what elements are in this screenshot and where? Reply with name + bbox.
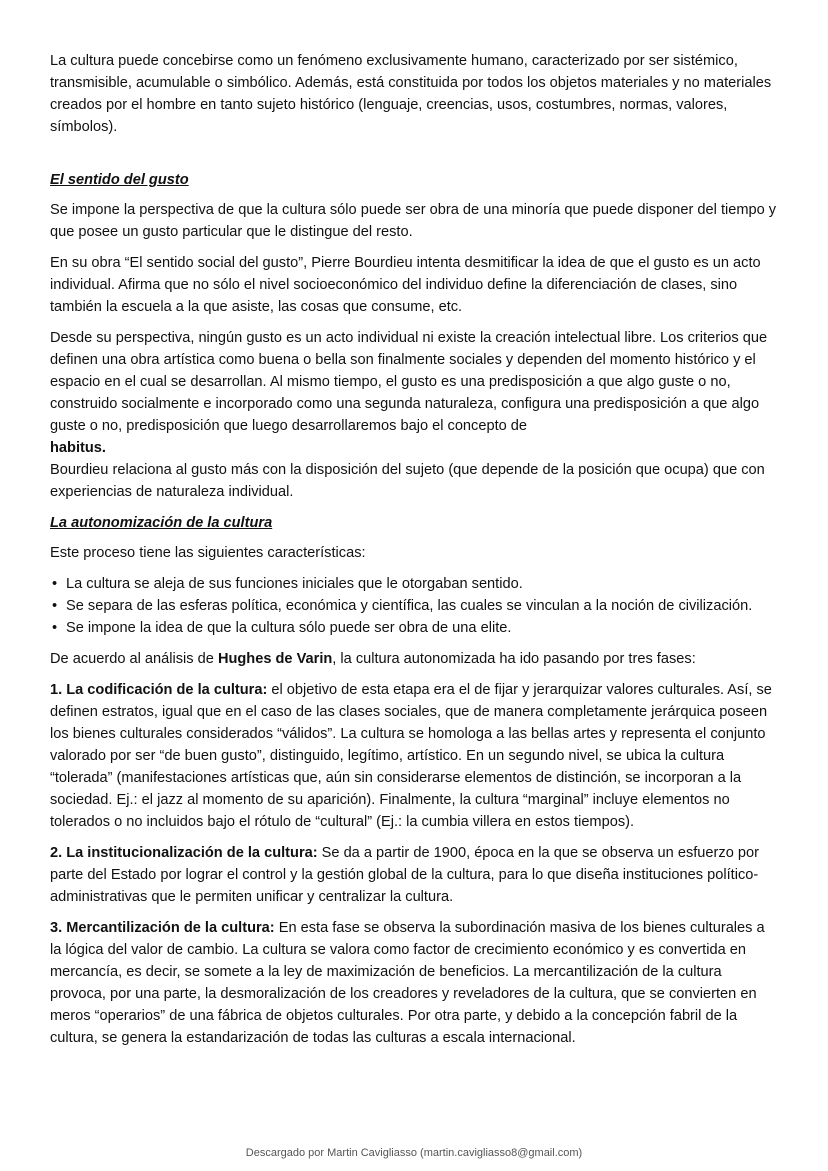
habitus-term: habitus. <box>50 440 106 456</box>
analysis-post: , la cultura autonomizada ha ido pasando por tres fases: <box>332 651 696 667</box>
phase-2-paragraph <box>50 842 780 908</box>
gusto-paragraph-3 <box>50 327 780 459</box>
author-name: Hughes de Varin <box>217 651 333 667</box>
phase-2-title: 2. La institucionalización de la cultura: <box>50 845 318 861</box>
list-item: • La cultura se aleja de sus funciones iniciales que le otorgaban sentido. <box>50 573 780 595</box>
spacer <box>50 147 780 169</box>
phase-1-title: 1. La codificación de la cultura: <box>50 682 268 698</box>
download-footer: Descargado por Martin Cavigliasso (martin.cavigliasso8@gmail.com) <box>245 1147 583 1159</box>
list-item: • Se separa de las esferas política, económica y científica, las cuales se vinculan a la noción de civilización. <box>50 595 780 617</box>
gusto-paragraph-4: Bourdieu relaciona al gusto más con la disposición del sujeto (que depende de la posición que ocupa) que con experiencias de naturaleza individual. <box>50 462 765 500</box>
section-heading-autonomizacion: La autonomización de la cultura <box>50 515 273 531</box>
autonomizacion-intro: Este proceso tiene las siguientes características: <box>50 545 366 561</box>
characteristics-list <box>50 573 780 639</box>
phase-2-text: Se da a partir de 1900, época en la que se observa un esfuerzo por parte del Estado por lograr el control y la gestión global de la cultura, para lo que diseña instituciones político-administrativas que le permiten unificar y centralizar la cultura. <box>50 845 759 905</box>
analysis-paragraph <box>50 648 780 670</box>
document-page <box>50 50 780 1058</box>
list-item: • Se impone la idea de que la cultura sólo puede ser obra de una elite. <box>50 617 780 639</box>
phase-1-text: el objetivo de esta etapa era el de fijar y jerarquizar valores culturales. Así, se definen estratos, igual que en el caso de las clases sociales, que de manera completamente jerárquica poseen los bienes culturales considerados “válidos”. La cultura se homologa a las bellas artes y representa el conjunto valorado por ser “de buen gusto”, distinguido, legítimo, artístico. En un segundo nivel, se ubica la cultura “tolerada” (manifestaciones artísticas que, aún sin considerarse elementos de distinción, se incorporan a la sociedad. Ej.: el jazz al momento de su aparición). Finalmente, la cultura “marginal” incluye elementos no tolerados o no incluidos bajo el rótulo de “cultural” (Ej.: la cumbia villera en estos tiempos). <box>50 682 772 830</box>
phase-1-paragraph <box>50 679 780 833</box>
intro-paragraph: La cultura puede concebirse como un fenómeno exclusivamente humano, caracterizado por ser sistémico, transmisible, acumulable o simbólico. Además, está constituida por todos los objetos materiales y no materiales creados por el hombre en tanto sujeto histórico (lenguaje, creencias, usos, costumbres, normas, valores, símbolos). <box>50 53 772 135</box>
phase-3-text: En esta fase se observa la subordinación masiva de los bienes culturales a la lógica del valor de cambio. La cultura se valora como factor de crecimiento económico y es convertida en mercancía, es decir, se somete a la ley de maximización de beneficios. La mercantilización de la cultura provoca, por una parte, la desmoralización de los creadores y reveladores de la cultura, que se convierten en meros “operarios” de una fábrica de objetos culturales. Por otra parte, y debido a la concepción fabril de la cultura, se genera la estandarización de todas las culturas a escala internacional. <box>50 920 765 1046</box>
section-heading-sentido-del-gusto: El sentido del gusto <box>50 172 189 188</box>
gusto-paragraph-2: En su obra “El sentido social del gusto”, Pierre Bourdieu intenta desmitificar la idea de que el gusto es un acto individual. Afirma que no sólo el nivel socioeconómico del individuo define la diferenciación de clases, sino también la escuela a la que asiste, las cosas que consume, etc. <box>50 255 761 315</box>
phase-3-title: 3. Mercantilización de la cultura: <box>50 920 275 936</box>
analysis-pre: De acuerdo al análisis de <box>50 651 218 667</box>
phase-3-paragraph <box>50 917 780 1049</box>
gusto-paragraph-3-text: Desde su perspectiva, ningún gusto es un acto individual ni existe la creación intelectual libre. Los criterios que definen una obra artística como buena o bella son finalmente sociales y dependen del momento histórico y el espacio en el cual se desarrollan. Al mismo tiempo, el gusto es una predisposición a que algo guste o no, construido socialmente e incorporado como una segunda naturaleza, configura una predisposición a que algo guste o no, predisposición que luego desarrollaremos bajo el concepto de <box>50 330 768 434</box>
gusto-paragraph-1: Se impone la perspectiva de que la cultura sólo puede ser obra de una minoría que puede disponer del tiempo y que posee un gusto particular que le distingue del resto. <box>50 202 777 240</box>
